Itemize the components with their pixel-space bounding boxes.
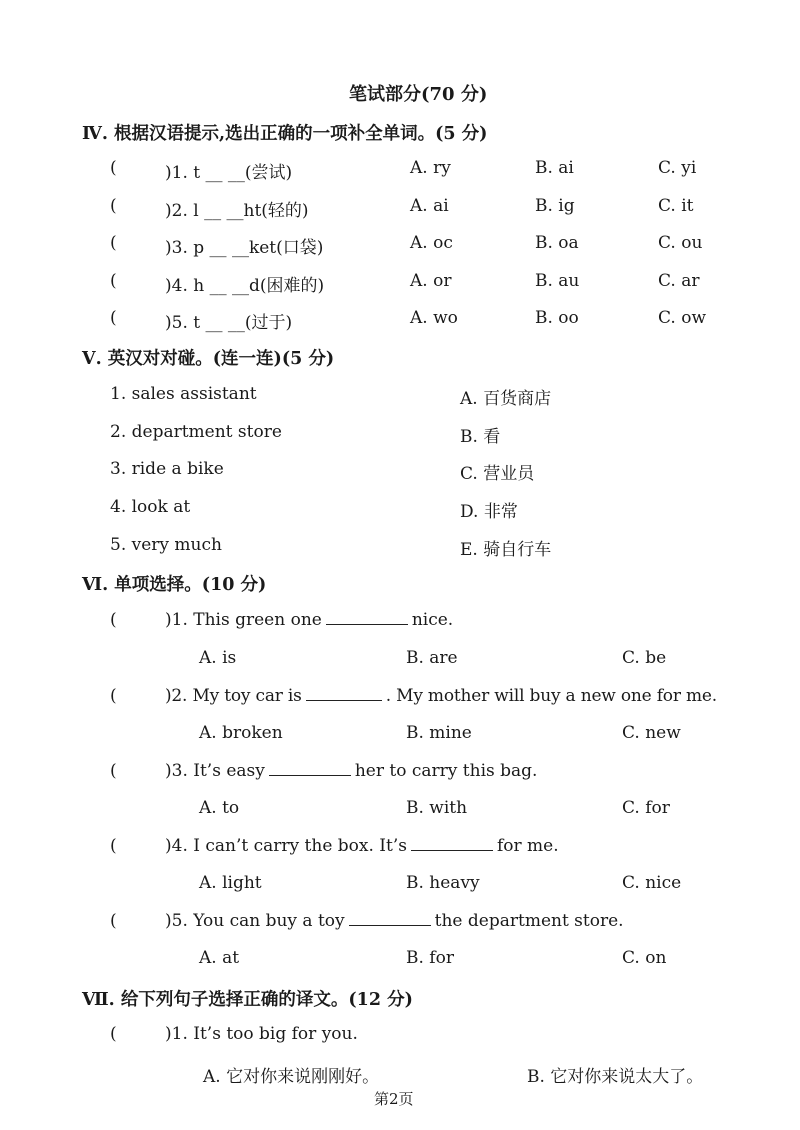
answer-paren: ( [110, 196, 117, 216]
answer-blank [326, 610, 408, 625]
answer-blank [411, 836, 493, 851]
section-iv-heading: Ⅳ. 根据汉语提示,选出正确的一项补全单词。(5 分) [82, 124, 488, 144]
question-stem [165, 836, 559, 856]
answer-paren: ( [110, 1024, 117, 1044]
question-stem [165, 761, 537, 781]
stem-after-blank: the department store. [434, 911, 624, 931]
question-stem [165, 610, 453, 630]
option-a: A. ai [410, 196, 449, 216]
question-stem: )3. p __ __ket(口袋) [165, 238, 324, 258]
option-b: B. au [535, 271, 580, 291]
answer-paren: ( [110, 158, 117, 178]
question-stem [165, 911, 624, 931]
option-a: A. broken [199, 723, 283, 743]
answer-blank [349, 911, 431, 926]
match-right-item: B. 看 [460, 427, 501, 447]
option-b: B. oa [535, 233, 579, 253]
match-right-item: D. 非常 [460, 502, 518, 522]
answer-paren: ( [110, 761, 117, 781]
section-vi-heading: Ⅵ. 单项选择。(10 分) [82, 575, 267, 595]
question-stem [165, 686, 717, 706]
option-c: C. it [658, 196, 694, 216]
option-b: B. with [406, 798, 468, 818]
stem-before-blank: )4. I can’t carry the box. It’s [165, 836, 407, 856]
stem-after-blank: for me. [496, 836, 559, 856]
question-stem: )4. h __ __d(困难的) [165, 276, 325, 296]
match-left-item: 2. department store [110, 422, 282, 442]
stem-after-blank: . My mother will buy a new one for me. [385, 686, 717, 706]
option-a: A. wo [410, 308, 458, 328]
stem-before-blank: )2. My toy car is [165, 686, 302, 706]
option-c: C. nice [622, 873, 682, 893]
answer-paren: ( [110, 610, 117, 630]
match-left-item: 3. ride a bike [110, 459, 224, 479]
option-b: B. are [406, 648, 458, 668]
option-a: A. ry [410, 158, 451, 178]
option-b: B. ig [535, 196, 575, 216]
option-c: C. be [622, 648, 667, 668]
option-c: C. on [622, 948, 667, 968]
option-a: A. 它对你来说刚刚好。 [203, 1067, 380, 1087]
page-title: 笔试部分(70 分) [349, 84, 488, 105]
question-stem: )5. t __ __(过于) [165, 313, 293, 333]
match-right-item: E. 骑自行车 [460, 540, 552, 560]
stem-before-blank: )5. You can buy a toy [165, 911, 345, 931]
section-v-heading: Ⅴ. 英汉对对碰。(连一连)(5 分) [82, 349, 335, 369]
page-number: 第2页 [374, 1090, 414, 1108]
option-a: A. light [199, 873, 262, 893]
stem-before-blank: )3. It’s easy [165, 761, 265, 781]
option-a: A. or [410, 271, 452, 291]
option-a: A. at [199, 948, 240, 968]
match-right-item: A. 百货商店 [460, 389, 552, 409]
stem-before-blank: )1. This green one [165, 610, 322, 630]
option-c: C. new [622, 723, 681, 743]
option-c: C. yi [658, 158, 697, 178]
option-a: A. oc [410, 233, 453, 253]
question-stem: )2. l __ __ht(轻的) [165, 201, 309, 221]
option-c: C. ou [658, 233, 703, 253]
option-c: C. ar [658, 271, 700, 291]
question-stem: )1. It’s too big for you. [165, 1024, 358, 1044]
question-stem: )1. t __ __(尝试) [165, 163, 293, 183]
answer-paren: ( [110, 836, 117, 856]
match-left-item: 1. sales assistant [110, 384, 257, 404]
stem-after-blank: nice. [411, 610, 454, 630]
answer-paren: ( [110, 308, 117, 328]
option-a: A. is [199, 648, 237, 668]
answer-paren: ( [110, 911, 117, 931]
option-c: C. ow [658, 308, 706, 328]
stem-after-blank: her to carry this bag. [354, 761, 538, 781]
option-b: B. ai [535, 158, 574, 178]
option-c: C. for [622, 798, 670, 818]
option-b: B. oo [535, 308, 579, 328]
answer-blank [269, 761, 351, 776]
option-b: B. for [406, 948, 454, 968]
match-left-item: 4. look at [110, 497, 191, 517]
match-right-item: C. 营业员 [460, 464, 535, 484]
answer-paren: ( [110, 271, 117, 291]
option-b: B. 它对你来说太大了。 [527, 1067, 704, 1087]
option-b: B. mine [406, 723, 472, 743]
match-left-item: 5. very much [110, 535, 222, 555]
option-a: A. to [199, 798, 240, 818]
option-b: B. heavy [406, 873, 480, 893]
section-vii-heading: Ⅶ. 给下列句子选择正确的译文。(12 分) [82, 990, 413, 1010]
answer-blank [306, 686, 382, 701]
answer-paren: ( [110, 233, 117, 253]
answer-paren: ( [110, 686, 117, 706]
